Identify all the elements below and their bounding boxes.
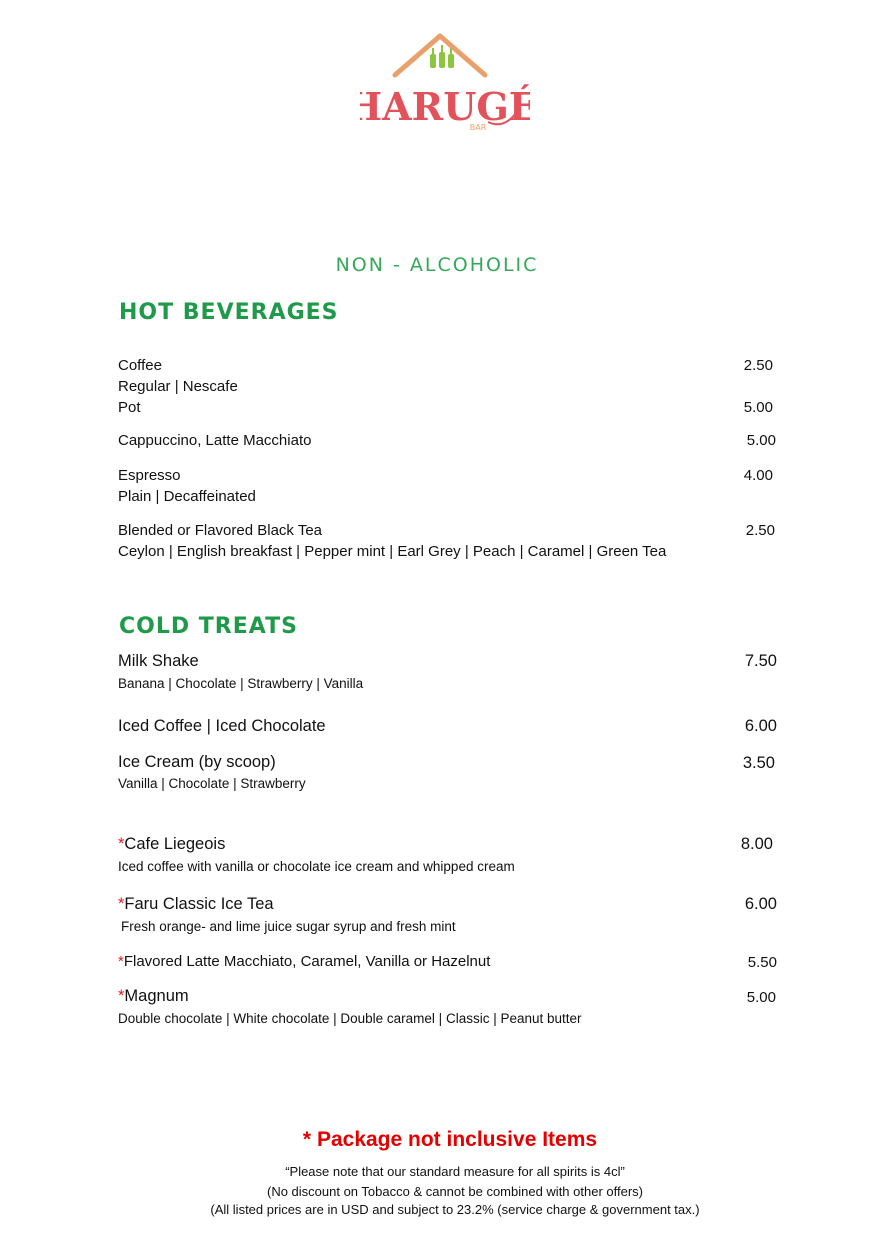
price-faru-ice-tea: 6.00 [744,895,777,913]
price-cafe-liegeois: 8.00 [740,835,773,853]
price-iced-coffee: 6.00 [744,717,777,735]
item-magnum [118,987,189,1006]
category-title: NON - ALCOHOLIC [335,254,539,276]
footer-note-prices: (All listed prices are in USD and subject to 23.2% (service charge & government tax.) [210,1202,700,1217]
section-title-cold-treats: COLD TREATS [119,614,298,639]
item-cafe-liegeois [118,835,225,854]
footer-note-measure: “Please note that our standard measure for all spirits is 4cl” [285,1164,625,1179]
item-black-tea: Blended or Flavored Black Tea [118,522,323,539]
price-pot: 5.00 [743,399,773,416]
star-marker: * [118,895,125,913]
price-coffee: 2.50 [743,357,773,374]
item-faru-ice-tea [118,895,274,914]
star-marker: * [118,953,124,970]
price-black-tea: 2.50 [745,522,775,539]
item-pot: Pot [118,399,141,416]
item-flavored-latte [118,953,490,970]
desc-espresso: Plain | Decaffeinated [118,488,256,505]
footer-note-discount: (No discount on Tobacco & cannot be combined with other offers) [266,1184,644,1199]
price-ice-cream: 3.50 [742,754,775,772]
footer-title-text: Package not inclusive Items [316,1128,598,1151]
item-label: Cafe Liegeois [124,835,226,853]
item-milk-shake: Milk Shake [118,652,199,670]
price-espresso: 4.00 [743,467,773,484]
section-title-hot-beverages: HOT BEVERAGES [119,300,339,325]
item-cappuccino: Cappuccino, Latte Macchiato [118,432,312,449]
star-marker: * [118,835,125,853]
desc-coffee: Regular | Nescafe [118,378,238,395]
desc-milk-shake: Banana | Chocolate | Strawberry | Vanilla [118,676,364,691]
logo-subtitle: BAR [469,123,487,132]
price-cappuccino: 5.00 [746,432,776,449]
item-label: Magnum [124,987,189,1005]
desc-cafe-liegeois: Iced coffee with vanilla or chocolate ice cream and whipped cream [118,859,515,874]
footer-star: * [302,1128,312,1151]
item-label: Flavored Latte Macchiato, Caramel, Vanilla or Hazelnut [123,953,491,970]
desc-ice-cream: Vanilla | Chocolate | Strawberry [118,776,306,791]
desc-black-tea: Ceylon | English breakfast | Pepper mint | Earl Grey | Peach | Caramel | Green Tea [118,543,667,560]
logo-graphic [360,30,530,140]
item-coffee: Coffee [118,357,162,374]
item-label: Faru Classic Ice Tea [124,895,274,913]
item-espresso: Espresso [118,467,181,484]
desc-faru-ice-tea: Fresh orange- and lime juice sugar syrup and fresh mint [121,919,456,934]
price-magnum: 5.00 [746,989,776,1006]
price-milk-shake: 7.50 [744,652,777,670]
item-ice-cream: Ice Cream (by scoop) [118,753,276,771]
footer-title [0,1128,874,1152]
logo-wordmark: HARUGÉ [360,84,530,129]
item-iced-coffee: Iced Coffee | Iced Chocolate [118,717,326,735]
haruge-logo [360,30,530,140]
desc-magnum: Double chocolate | White chocolate | Double caramel | Classic | Peanut butter [118,1011,582,1026]
star-marker: * [118,987,125,1005]
price-flavored-latte: 5.50 [747,954,777,971]
